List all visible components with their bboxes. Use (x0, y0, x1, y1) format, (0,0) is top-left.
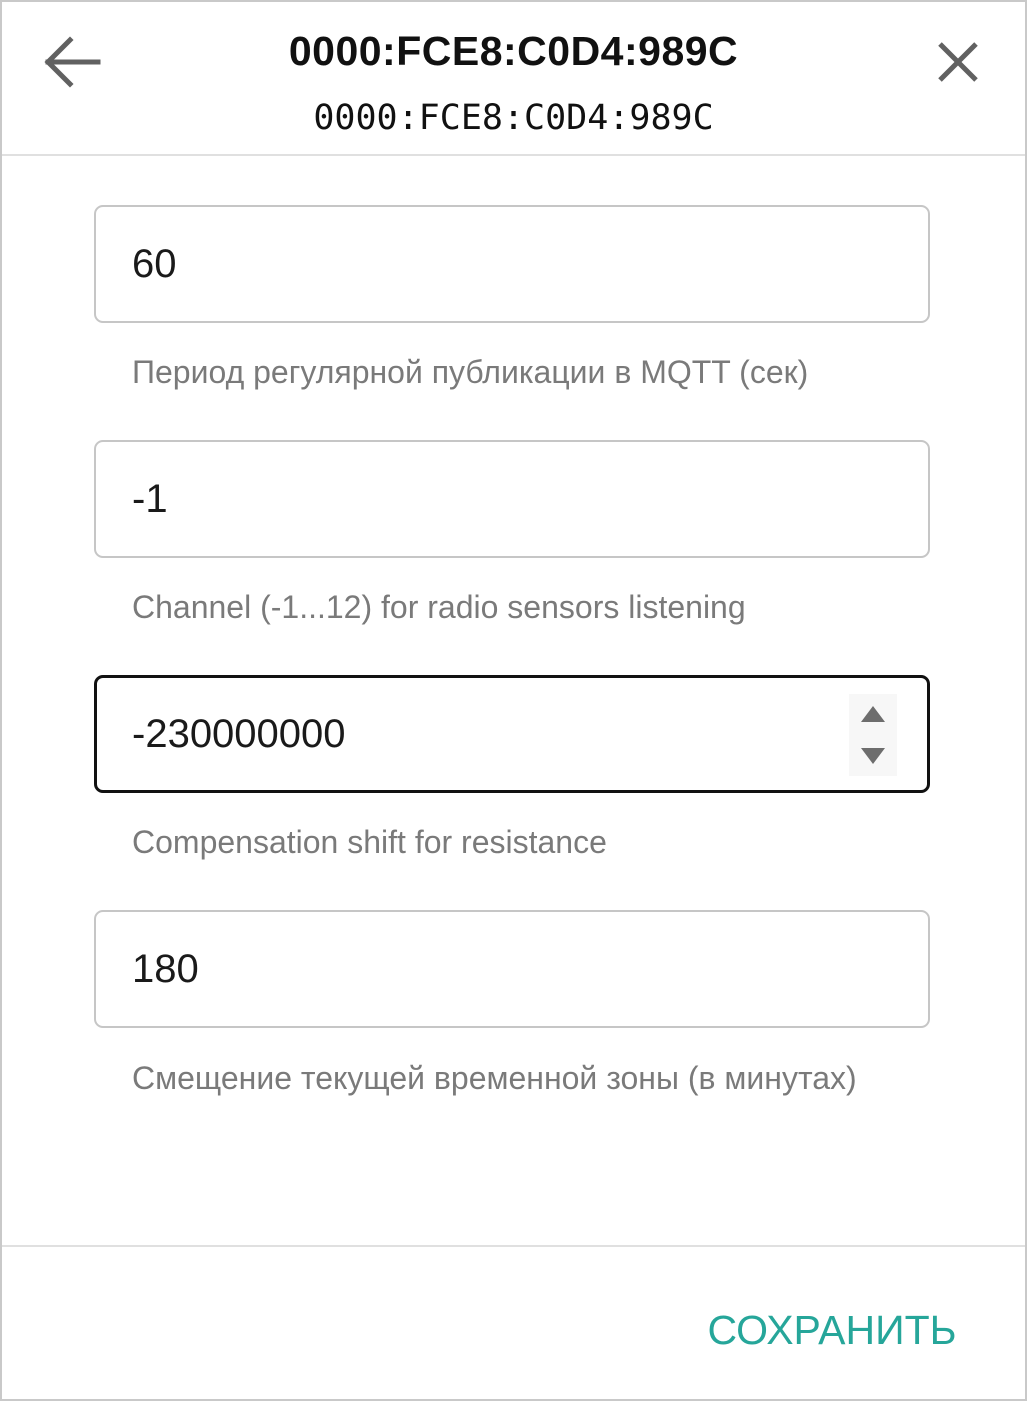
stepper-up-icon[interactable] (861, 706, 885, 722)
footer-divider (2, 1245, 1025, 1247)
close-icon (926, 30, 990, 94)
resistance-compensation-helper: Compensation shift for resistance (132, 824, 607, 860)
dialog-header (2, 2, 1025, 156)
radio-channel-value[interactable]: -1 (132, 477, 168, 521)
dialog-title: 0000:FCE8:C0D4:989C (288, 28, 739, 74)
resistance-compensation-input[interactable] (94, 675, 930, 793)
radio-channel-helper: Channel (-1...12) for radio sensors listening (132, 589, 746, 625)
number-stepper[interactable] (849, 694, 897, 776)
stepper-down-icon[interactable] (861, 748, 885, 764)
dialog-subtitle: 0000:FCE8:C0D4:989C (313, 98, 714, 138)
timezone-offset-input[interactable] (94, 910, 930, 1028)
close-button[interactable] (926, 30, 990, 94)
publish-period-value[interactable]: 60 (132, 242, 177, 286)
publish-period-helper: Период регулярной публикации в MQTT (сек) (132, 354, 809, 390)
radio-channel-input[interactable] (94, 440, 930, 558)
save-button[interactable]: СОХРАНИТЬ (707, 1307, 957, 1353)
resistance-compensation-value[interactable]: -230000000 (132, 712, 346, 756)
timezone-offset-value[interactable]: 180 (132, 947, 199, 991)
timezone-offset-helper: Смещение текущей временной зоны (в минутах) (132, 1060, 857, 1096)
publish-period-input[interactable] (94, 205, 930, 323)
